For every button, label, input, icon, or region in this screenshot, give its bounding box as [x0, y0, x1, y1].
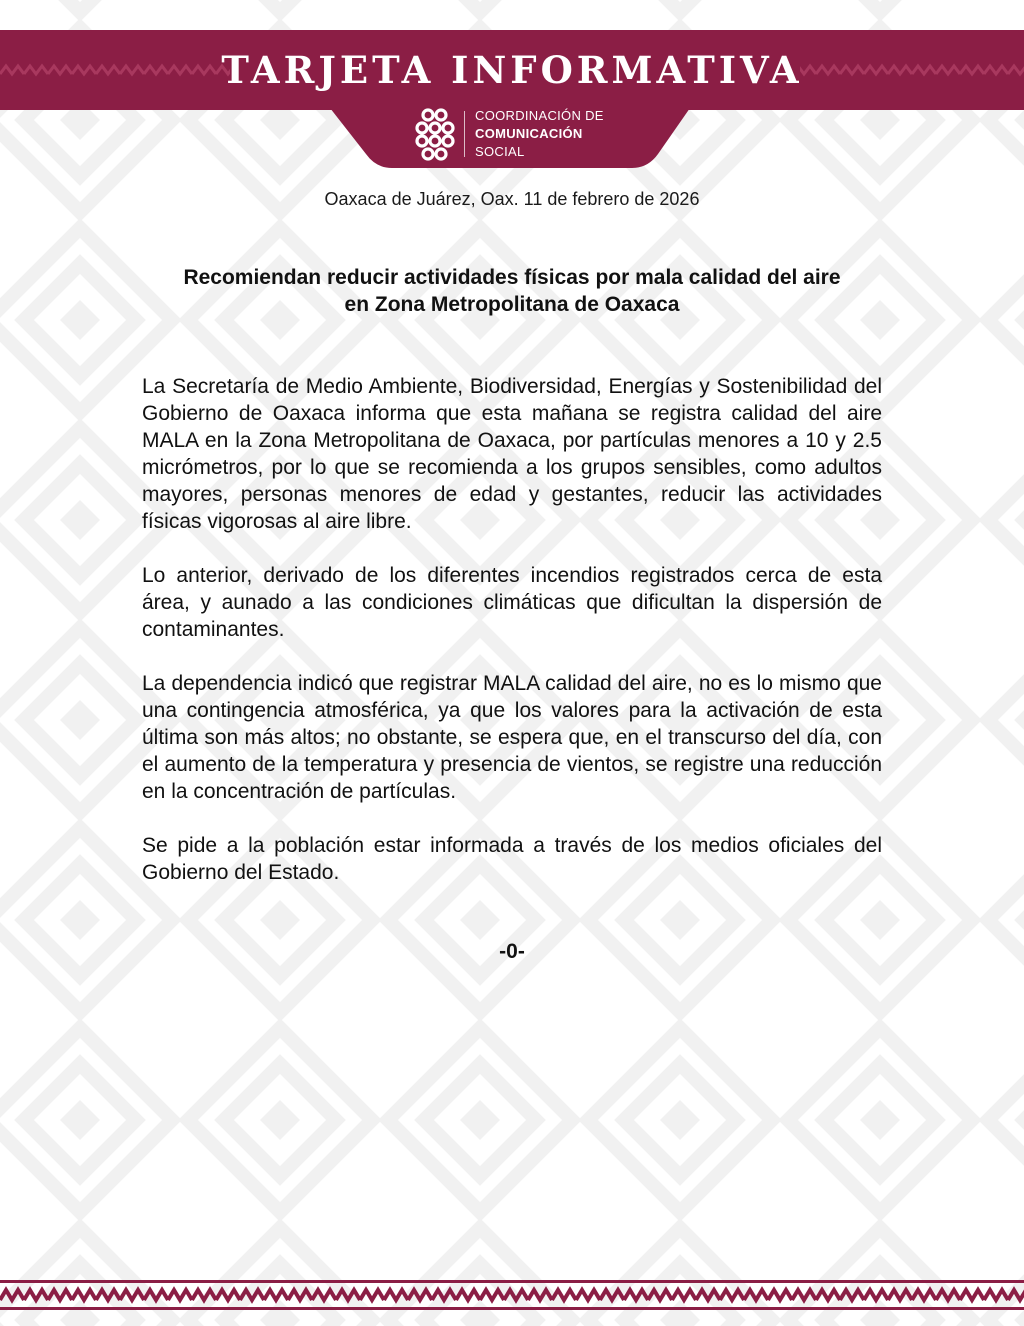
- paragraph: La Secretaría de Medio Ambiente, Biodiversidad, Energías y Sostenibilidad del Gobierno de Oaxaca informa que esta mañana se registra calidad del aire MALA en la Zona Metropolitana de Oaxaca, por partículas menores a 10 y 2.5 micrómetros, por lo que se recomienda a los grupos sensibles, como adultos mayores, personas menores de edad y gestantes, reducir las actividades físicas vigorosas al aire libre.: [142, 375, 882, 533]
- coordination-logo: [414, 106, 604, 162]
- paragraph: La dependencia indicó que registrar MALA calidad del aire, no es lo mismo que una contingencia atmosférica, ya que los valores para la activación de esta última son más altos; no obstante, se espera que, en el transcurso del día, con el aumento de la temperatura y presencia de vientos, se registre una reducción en la concentración de partículas.: [142, 672, 882, 803]
- logo-line-2: COMUNICACIÓN: [475, 126, 583, 141]
- logo-divider: [464, 111, 465, 157]
- paragraph: Lo anterior, derivado de los diferentes incendios registrados cerca de esta área, y aunado a las condiciones climáticas que dificultan la dispersión de contaminantes.: [142, 564, 882, 641]
- headline-line-2: en Zona Metropolitana de Oaxaca: [344, 293, 680, 316]
- headline-line-1: Recomiendan reducir actividades físicas por mala calidad del aire: [183, 266, 841, 289]
- closing-mark: -0-: [499, 940, 525, 963]
- headline: [120, 264, 904, 318]
- document-title: TARJETA INFORMATIVA: [221, 48, 803, 92]
- interlaced-emblem-icon: [414, 106, 458, 162]
- logo-line-1: COORDINACIÓN DE: [475, 108, 604, 123]
- dateline: Oaxaca de Juárez, Oax. 11 de febrero de 2026: [324, 189, 700, 209]
- footer-fret-border: [0, 1280, 1024, 1310]
- article-body: [142, 373, 882, 913]
- logo-line-3: SOCIAL: [475, 144, 525, 159]
- logo-text: [475, 107, 604, 161]
- paragraph: Se pide a la población estar informada a través de los medios oficiales del Gobierno del Estado.: [142, 834, 882, 884]
